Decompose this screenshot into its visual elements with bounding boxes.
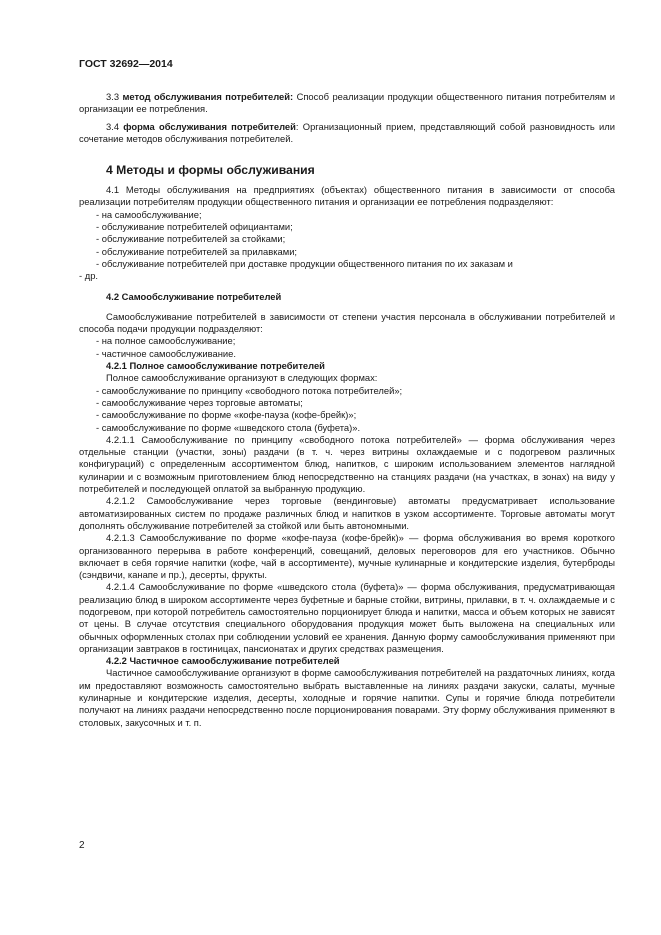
clause-number: 3.3 [106, 91, 123, 102]
list-item: - на полное самообслуживание; [79, 335, 615, 347]
section-4-2-heading: 4.2 Самообслуживание потребителей [106, 290, 282, 302]
list-item-continuation: - др. [79, 270, 615, 282]
section-4-2-1-heading: 4.2.1 Полное самообслуживание потребителей [106, 360, 325, 372]
clause-number: 3.4 [106, 120, 124, 132]
list-item: - самообслуживание по форме «кофе-пауза (кофе-брейк)»; [79, 409, 615, 421]
clause-4-2-1-4: 4.2.1.4 Самообслуживание по форме «шведского стола (буфета)» — форма обслуживания, предусматривающая реализацию блюд в широком ассортименте через буфетные и барные стойки, витрины, прилавки, в т. ч. охлаждаемые и с подогревом, при которой потребитель самостоятельно порционирует блюда и напитки, масса и объем которых не зависят от цены. В случае отсутствия специального оборудования продукция может быть выложена на специальных или обычных оформленных столах при соблюдении условий ее хранения. Данную форму самообслуживания применяют при организации завтраков в гостиницах, пансионатах и других средствах размещения. [79, 581, 615, 654]
definition: Способ реализации продукции общественного питания потребителям и организации ее потребления. [79, 91, 615, 115]
clause-4-2-1-2: 4.2.1.2 Самообслуживание через торговые (вендинговые) автоматы предусматривает использование автоматизированных систем по продаже различных блюд и напитков в узком ассортименте. Торговые автоматы могут дополнять обслуживание потребителей за стойкой или быть автономными. [79, 495, 615, 531]
list-item: - самообслуживание по принципу «свободного потока потребителей»; [79, 385, 615, 397]
clause-4-2-2: Частичное самообслуживание организуют в форме самообслуживания потребителей на раздаточных линиях, когда им предоставляют возможность самостоятельно выбрать выставленные на линиях раздачи закуски, салаты, мучные кулинарные и кондитерские изделия, десерты, холодные и горячие напитки. Супы и горячие блюда потребители получают на линиях раздачи непосредственно после порционирования поварами. Эту форму обслуживания применяют в столовых, закусочных и т. п. [79, 667, 615, 728]
list-item: - обслуживание потребителей официантами; [79, 221, 615, 233]
list-item: - обслуживание потребителей за прилавками; [79, 246, 615, 258]
term: форма обслуживания потребителей [123, 120, 296, 132]
clause-4-2-1-3: 4.2.1.3 Самообслуживание по форме «кофе-пауза (кофе-брейк)» — форма обслуживания во время короткого организованного перерыва в работе конференций, совещаний, деловых переговоров для его участников. Обычно включает в себя горячие напитки (кофе, чай в ассортименте), мучные кулинарные и кондитерские изделия, бутерброды (сэндвичи, канапе и пр.), десерты, фрукты. [79, 532, 615, 581]
clause-4-1: 4.1 Методы обслуживания на предприятиях (объектах) общественного питания в зависимости от способа реализации потребителям продукции общественного питания и организации ее потребления подразделяют: [79, 184, 615, 208]
list-item: - на самообслуживание; [79, 209, 615, 221]
document-body [79, 91, 615, 729]
clause-3-3 [79, 91, 615, 116]
section-4-heading: 4 Методы и формы обслуживания [106, 163, 315, 178]
list-item: - обслуживание потребителей за стойками; [79, 233, 615, 245]
term: метод обслуживания потребителей: [122, 91, 294, 102]
list-item: - самообслуживание через торговые автоматы; [79, 397, 615, 409]
list-item: - самообслуживание по форме «шведского стола (буфета)». [79, 422, 615, 434]
clause-4-2-intro: Самообслуживание потребителей в зависимости от степени участия персонала в обслуживании потребителей и способа подачи продукции подразделяют: [79, 310, 615, 335]
list-item: - обслуживание потребителей при доставке продукции общественного питания по их заказам и [79, 258, 615, 270]
clause-3-4 [79, 121, 615, 146]
list-item: - частичное самообслуживание. [79, 348, 615, 360]
definition: : Организационный прием, представляющий собой разновидность или сочетание методов обслуживания потребителей. [79, 120, 615, 144]
section-4-2-2-heading: 4.2.2 Частичное самообслуживание потребителей [106, 655, 340, 667]
standard-header: ГОСТ 32692—2014 [79, 58, 173, 70]
clause-4-2-1-intro: Полное самообслуживание организуют в следующих формах: [106, 372, 378, 384]
clause-4-2-1-1: 4.2.1.1 Самообслуживание по принципу «свободного потока потребителей» — форма обслуживания через отдельные станции (участки, зоны) раздачи (в т. ч. через витрины охлаждаемые и с подогревом различных конфигураций) с определенным ассортиментом блюд, напитков, с широким использованием элементов наглядной кулинарии и с возможным приготовлением блюд непосредственно на станциях раздачи (на участках, в зонах) на виду у потребителей и последующей оплатой за выбранную продукцию. [79, 433, 615, 495]
page-number: 2 [79, 840, 85, 851]
